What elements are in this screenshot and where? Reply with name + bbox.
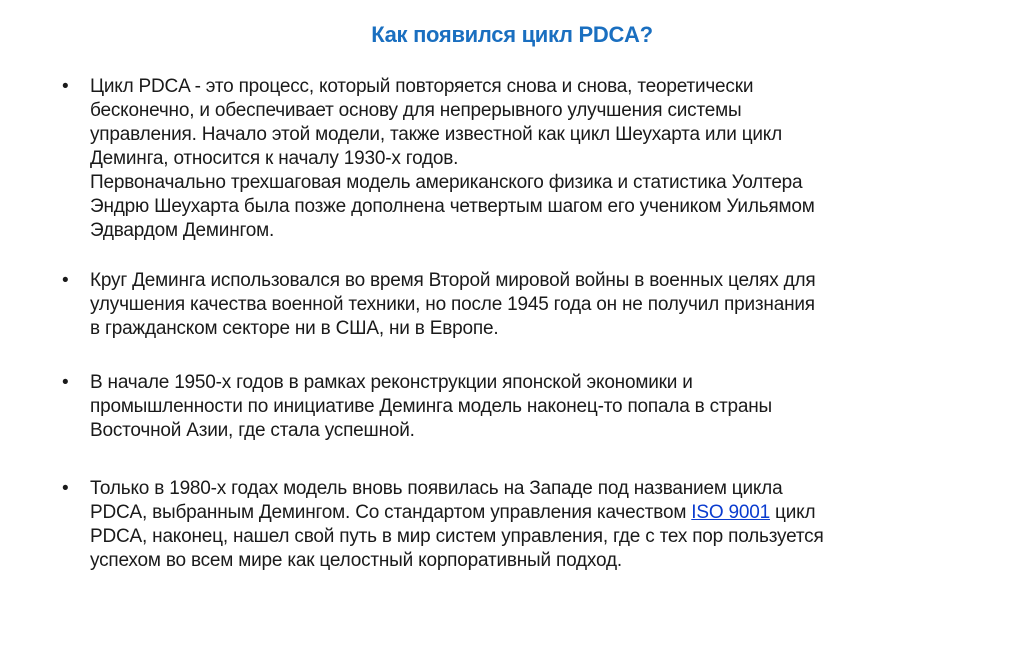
bullet-icon: • bbox=[62, 270, 69, 291]
text-line: Первоначально трехшаговая модель американского физика и статистика Уолтера bbox=[90, 172, 803, 193]
bullet-icon: • bbox=[62, 372, 69, 393]
text-line bbox=[90, 501, 982, 525]
text-line: улучшения качества военной техники, но после 1945 года он не получил признания bbox=[90, 294, 815, 315]
bullet-paragraph-3 bbox=[62, 371, 982, 443]
text-line: Круг Деминга использовался во время Второй мировой войны в военных целях для bbox=[90, 270, 816, 291]
bullet-paragraph-2 bbox=[62, 269, 982, 341]
iso-9001-link[interactable]: ISO 9001 bbox=[691, 502, 770, 523]
text-line: Цикл PDCA - это процесс, который повторяется снова и снова, теоретически bbox=[90, 76, 754, 97]
text-line: Деминга, относится к началу 1930-х годов. bbox=[90, 148, 459, 169]
text-line: Восточной Азии, где стала успешной. bbox=[90, 420, 415, 441]
text-line: В начале 1950-х годов в рамках реконструкции японской экономики и bbox=[90, 372, 693, 393]
bullet-paragraph-1 bbox=[62, 75, 982, 243]
text-line: успехом во всем мире как целостный корпоративный подход. bbox=[90, 550, 622, 571]
text-line: управления. Начало этой модели, также известной как цикл Шеухарта или цикл bbox=[90, 124, 783, 145]
text-line: Только в 1980-х годах модель вновь появилась на Западе под названием цикла bbox=[90, 478, 783, 499]
text-line: в гражданском секторе ни в США, ни в Европе. bbox=[90, 318, 499, 339]
text-line: PDCA, наконец, нашел свой путь в мир систем управления, где с тех пор пользуется bbox=[90, 526, 824, 547]
slide-title: Как появился цикл PDCA? bbox=[371, 22, 653, 47]
text-segment: цикл bbox=[769, 502, 816, 523]
text-segment: PDCA, выбранным Демингом. Со стандартом управления качеством bbox=[90, 502, 692, 523]
bullet-icon: • bbox=[62, 76, 69, 97]
text-line: Эдвардом Демингом. bbox=[90, 220, 275, 241]
text-line: промышленности по инициативе Деминга модель наконец-то попала в страны bbox=[90, 396, 772, 417]
bullet-paragraph-4 bbox=[62, 477, 982, 573]
text-line: бесконечно, и обеспечивает основу для непрерывного улучшения системы bbox=[90, 100, 742, 121]
bullet-icon: • bbox=[62, 478, 69, 499]
text-line: Эндрю Шеухарта была позже дополнена четвертым шагом его учеником Уильямом bbox=[90, 196, 815, 217]
